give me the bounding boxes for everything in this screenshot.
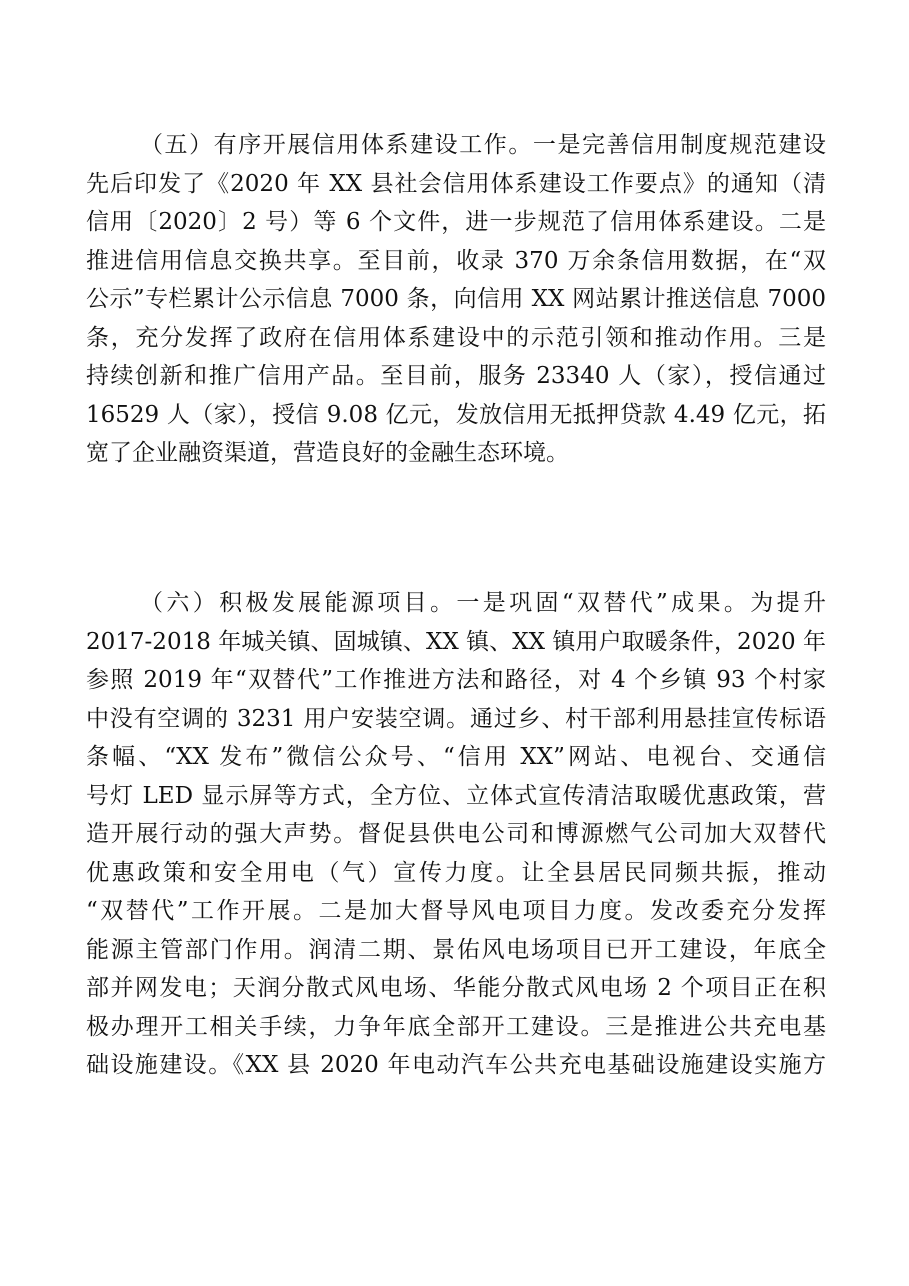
text-line: 先后印发了《2020 年 XX 县社会信用体系建设工作要点》的通知（清: [86, 170, 826, 197]
text-line: 条幅、“XX 发布”微信公众号、“信用 XX”网站、电视台、交通信: [86, 744, 826, 770]
text-line: 础设施建设。《XX 县 2020 年电动汽车公共充电基础设施建设实施方: [86, 1052, 826, 1078]
text-line: 信用〔2020〕2 号）等 6 个文件，进一步规范了信用体系建设。二是: [86, 209, 826, 235]
paragraph-energy-projects: [86, 584, 826, 1085]
text-line: 公示”专栏累计公示信息 7000 条，向信用 XX 网站累计推送信息 7000: [86, 286, 826, 312]
text-line: 持续创新和推广信用产品。至目前，服务 23340 人（家），授信通过: [86, 363, 826, 389]
text-line: 推进信用信息交换共享。至目前，收录 370 万余条信用数据，在“双: [86, 247, 826, 274]
text-line: 16529 人（家），授信 9.08 亿元，发放信用无抵押贷款 4.49 亿元，拓: [86, 401, 826, 428]
text-line: （五）有序开展信用体系建设工作。一是完善信用制度规范建设: [140, 132, 826, 158]
paragraph-credit-system: [86, 126, 826, 473]
text-line: 部并网发电；天润分散式风电场、华能分散式风电场 2 个项目正在积: [86, 975, 826, 1001]
text-line: 中没有空调的 3231 用户安装空调。通过乡、村干部利用悬挂宣传标语: [86, 705, 826, 732]
text-line: 2017-2018 年城关镇、固城镇、XX 镇、XX 镇用户取暖条件，2020 年: [86, 628, 826, 655]
text-line: “双替代”工作开展。二是加大督导风电项目力度。发改委充分发挥: [86, 898, 826, 924]
text-line: 优惠政策和安全用电（气）宣传力度。让全县居民同频共振，推动: [86, 859, 826, 886]
text-line: 号灯 LED 显示屏等方式，全方位、立体式宣传清洁取暖优惠政策，营: [86, 782, 826, 809]
text-line: 极办理开工相关手续，力争年底全部开工建设。三是推进公共充电基: [86, 1013, 826, 1040]
text-line: 造开展行动的强大声势。督促县供电公司和博源燃气公司加大双替代: [86, 821, 826, 847]
text-line: 能源主管部门作用。润清二期、景佑风电场项目已开工建设，年底全: [86, 936, 826, 963]
text-line: （六）积极发展能源项目。一是巩固“双替代”成果。为提升: [140, 590, 826, 616]
text-line: 参照 2019 年“双替代”工作推进方法和路径，对 4 个乡镇 93 个村家: [86, 667, 826, 693]
text-line: 条，充分发挥了政府在信用体系建设中的示范引领和推动作用。三是: [86, 324, 826, 351]
text-line: 宽了企业融资渠道，营造良好的金融生态环境。: [86, 440, 569, 466]
